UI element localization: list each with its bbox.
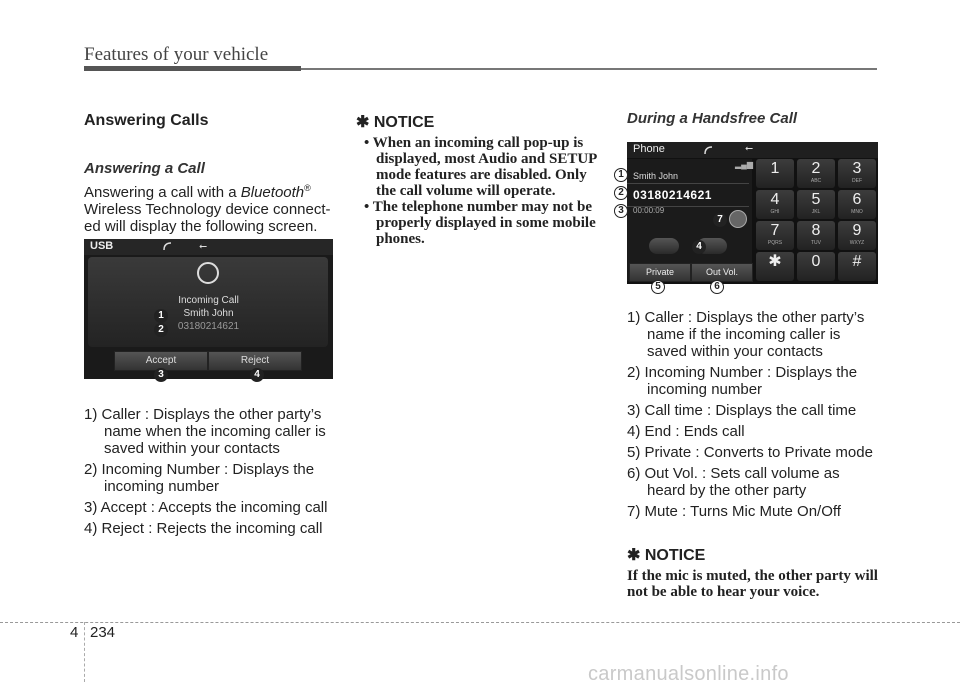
dial-pad [756,159,877,282]
notice-text: If the mic is muted, the other party will not be able to hear your voice. [627,568,878,600]
caller-name: Smith John [183,308,234,319]
incoming-call-title: Incoming Call [178,295,239,306]
notice-bullets [356,135,606,247]
list-item: 7) Mute : Turns Mic Mute On/Off [627,503,841,520]
dial-key[interactable]: 9 WXYZ [838,221,876,250]
notice-heading [356,112,434,132]
subheading-answering-call: Answering a Call [84,160,205,177]
source-label: USB [90,240,114,252]
handsfree-call-screen [627,142,878,284]
out-vol-button[interactable]: Out Vol. [691,263,753,282]
caller-number: 03180214621 [633,188,712,202]
callout-5: 5 [651,280,665,294]
header-rule-dark [84,66,301,71]
caller-name: Smith John [633,171,679,181]
dial-key[interactable]: 6 MNO [838,190,876,219]
bluetooth-brand: Bluetooth [240,184,305,201]
callout-6: 6 [710,280,724,294]
dial-key[interactable]: # [838,252,876,281]
dial-key[interactable]: 1 [756,159,794,188]
list-item: 1) Caller : Displays the other party’s name when the incoming caller is saved within your contacts [84,406,326,457]
list-item: 2) Incoming Number : Displays the incoming number [627,364,858,398]
dial-key[interactable]: 7 PQRS [756,221,794,250]
notice-bullet: • When an incoming call pop-up is displayed, most Audio and SETUP mode features are disabled. Only the call volume will operate. [364,135,597,199]
dial-key[interactable]: 3 DEF [838,159,876,188]
signal-icon: ▂▄▆ [735,160,753,169]
screen-status-bar [84,239,333,255]
dial-key[interactable]: 4 GHI [756,190,794,219]
notice-star-icon: ✱ [356,114,370,131]
page-header-title: Features of your vehicle [84,44,269,65]
phone-icon [703,145,713,155]
notice-bullet: • The telephone number may not be properly displayed in some mobile phones. [364,199,596,247]
left-item-list [84,406,336,541]
footer-rule [0,622,960,623]
footer-vertical-rule [84,622,85,682]
intro-text-line3: ed will display the following screen. [84,218,318,235]
usb-icon: ⭠ [745,143,753,154]
notice-title: NOTICE [644,547,706,564]
callout-1: 1 [154,309,168,323]
notice-star-icon: ✱ [627,547,641,564]
accept-button[interactable]: Accept [114,351,208,371]
header-rule-light [301,68,877,70]
intro-text-line2: Wireless Technology device connect- [84,201,331,218]
callout-3: 3 [154,368,168,382]
intro-paragraph [84,180,334,235]
registered-mark: ® [304,183,311,193]
list-item: 6) Out Vol. : Sets call volume as heard by the other party [627,465,840,499]
dial-key[interactable]: 0 [797,252,835,281]
dial-key[interactable]: 2 ABC [797,159,835,188]
phone-icon [162,241,172,251]
callout-4: 4 [692,240,706,254]
list-item: 5) Private : Converts to Private mode [627,444,873,461]
private-button[interactable]: Private [629,263,691,282]
incoming-call-screen [84,239,333,379]
dial-key[interactable]: 5 JKL [797,190,835,219]
notice-bullet-text: When an incoming call pop-up is displayed, most Audio and SETUP mode features are disabled. Only the call volume will operate. [372,135,597,199]
intro-text-pre: Answering a call with a [84,184,241,201]
list-item: 2) Incoming Number : Displays the incoming number [84,461,315,495]
list-item: 1) Caller : Displays the other party’s name if the incoming caller is saved within your contacts [627,309,865,360]
chapter-number: 4 [70,624,79,641]
caller-number: 03180214621 [177,321,240,332]
call-icon [197,262,219,284]
list-item: 4) End : Ends call [627,423,745,440]
watermark: carmanualsonline.info [588,663,789,685]
notice-title: NOTICE [373,114,435,131]
right-item-list [627,309,879,524]
dial-key[interactable]: 8 TUV [797,221,835,250]
callout-2: 2 [614,186,628,200]
list-item: 3) Call time : Displays the call time [627,402,857,419]
callout-1: 1 [614,168,628,182]
page-number: 234 [90,624,116,641]
list-item: 3) Accept : Accepts the incoming call [84,499,328,516]
callout-7: 7 [713,213,727,227]
notice-bullet-text: The telephone number may not be properly displayed in some mobile phones. [372,199,596,247]
dial-key[interactable]: ✱ [756,252,794,281]
callout-4: 4 [250,368,264,382]
section-heading: Answering Calls [84,112,209,129]
mic-icon[interactable] [729,210,747,228]
list-item: 4) Reject : Rejects the incoming call [84,520,323,537]
notice-heading [627,545,705,565]
usb-icon: ⭠ [199,241,207,252]
callout-3: 3 [614,204,628,218]
reject-button[interactable]: Reject [208,351,302,371]
subheading-handsfree: During a Handsfree Call [627,110,798,127]
callout-2: 2 [154,323,168,337]
screen-title: Phone [633,143,665,155]
call-timer: 00:00:09 [633,206,665,215]
answer-button[interactable] [649,238,679,254]
